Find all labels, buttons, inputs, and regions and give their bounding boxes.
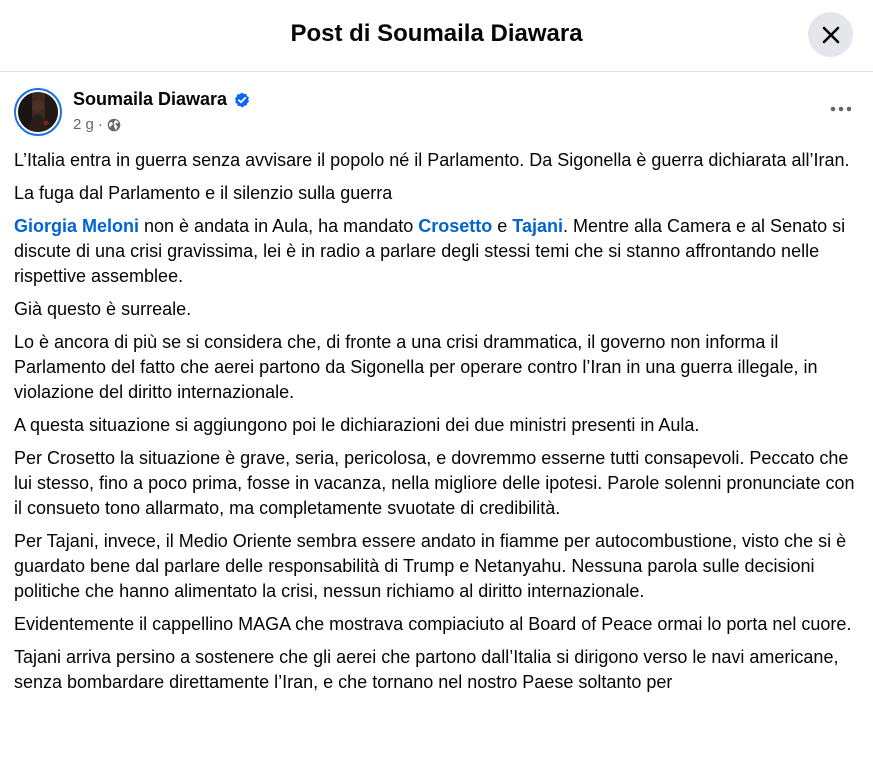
post-meta	[73, 116, 121, 133]
mention-link[interactable]: Tajani	[512, 216, 563, 236]
close-icon	[821, 25, 841, 45]
post-paragraph: Evidentemente il cappellino MAGA che mostrava compiaciuto al Board of Peace ormai lo porta nel cuore.	[14, 614, 852, 634]
post-paragraph: A questa situazione si aggiungono poi le dichiarazioni dei due ministri presenti in Aula.	[14, 415, 700, 435]
avatar[interactable]	[14, 88, 62, 136]
meta-separator: ·	[97, 116, 103, 133]
post-paragraph: Lo è ancora di più se si considera che, di fronte a una crisi drammatica, il governo non informa il Parlamento del fatto che aerei partono da Sigonella per operare contro l’Iran in una guerra illegale, in violazione del diritto internazionale.	[14, 332, 818, 402]
more-options-button[interactable]	[823, 97, 859, 121]
avatar-photo	[18, 92, 58, 132]
verified-badge-icon	[234, 92, 250, 108]
post-paragraph: La fuga dal Parlamento e il silenzio sulla guerra	[14, 183, 393, 203]
dialog-title: Post di Soumaila Diawara	[290, 20, 583, 47]
author-name[interactable]: Soumaila Diawara	[73, 89, 228, 109]
post-paragraph: Per Tajani, invece, il Medio Oriente sembra essere andato in fiamme per autocombustione, visto che si è guardato bene dal parlare delle responsabilità di Trump e Netanyahu. Nessuna parola sulle decisioni politiche che hanno alimentato la crisi, nessun richiamo al diritto internazionale.	[14, 531, 847, 601]
globe-icon[interactable]	[107, 118, 121, 132]
post-paragraph: Per Crosetto la situazione è grave, seria, pericolosa, e dovremmo esserne tutti consapevoli. Peccato che lui stesso, fino a poco prima, fosse in vacanza, nella migliore delle ipotesi. Parole solenni pronunciate con il consueto tono allarmato, ma completamente svuotate di credibilità.	[14, 448, 855, 518]
post-header	[14, 87, 859, 139]
post-paragraph: L’Italia entra in guerra senza avvisare il popolo né il Parlamento. Da Sigonella è guerra dichiarata all’Iran.	[14, 150, 850, 170]
mention-link[interactable]: Crosetto	[418, 216, 493, 236]
paragraph-text: e	[492, 216, 513, 236]
post-paragraph	[14, 214, 860, 289]
post-text	[14, 148, 860, 703]
more-options-icon	[829, 106, 853, 112]
dialog-header	[0, 0, 873, 72]
mention-link[interactable]: Giorgia Meloni	[14, 216, 140, 236]
paragraph-text: . Mentre alla Camera e al Senato si discute di una crisi gravissima, lei è in radio a parlare degli stessi temi che si stanno affrontando nelle rispettive assemblee.	[14, 216, 846, 286]
close-button[interactable]	[808, 12, 853, 57]
post-paragraph: Tajani arriva persino a sostenere che gli aerei che partono dall’Italia si dirigono verso le navi americane, senza bombardare direttamente l’Iran, e che tornano nel nostro Paese soltanto per	[14, 647, 839, 692]
post-paragraph: Già questo è surreale.	[14, 299, 192, 319]
paragraph-text: non è andata in Aula, ha mandato	[139, 216, 419, 236]
post-timestamp[interactable]: 2 g	[73, 116, 94, 133]
